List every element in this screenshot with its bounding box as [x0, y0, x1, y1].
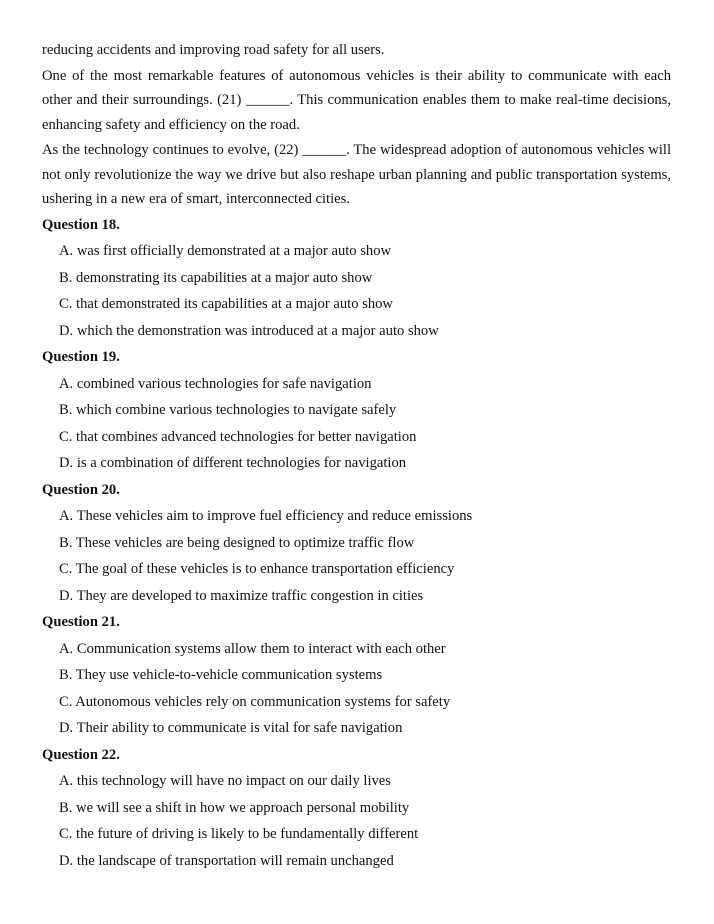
passage-paragraph-3: As the technology continues to evolve, (22) ______. The widespread adoption of autonomous vehicles will not only revolutionize the way we drive but also reshape urban planning and public transportation systems, ushering in a new era of smart, interconnected cities.: [42, 142, 671, 207]
document-page: [42, 38, 671, 876]
question-title: Question 19.: [42, 349, 120, 365]
option-a: A. was first officially demonstrated at a major auto show: [59, 243, 392, 259]
question-22: [42, 744, 671, 872]
option-a: A. combined various technologies for safe navigation: [59, 375, 372, 392]
option-b: B. They use vehicle-to-vehicle communication systems: [59, 667, 383, 683]
option-a: A. this technology will have no impact on our daily lives: [59, 773, 391, 789]
option-b: B. These vehicles are being designed to optimize traffic flow: [59, 534, 415, 551]
question-title: Question 18.: [42, 216, 120, 233]
option-d: D. They are developed to maximize traffic congestion in cities: [59, 587, 424, 604]
option-a: A. Communication systems allow them to interact with each other: [59, 640, 446, 657]
option-b: B. demonstrating its capabilities at a major auto show: [59, 269, 373, 286]
option-b: B. which combine various technologies to navigate safely: [59, 402, 397, 418]
question-title: Question 22.: [42, 746, 120, 763]
option-c: C. the future of driving is likely to be fundamentally different: [59, 826, 419, 842]
question-18: [42, 214, 671, 342]
passage-paragraph-1: reducing accidents and improving road safety for all users.: [42, 42, 385, 58]
option-c: C. Autonomous vehicles rely on communication systems for safety: [59, 693, 451, 710]
question-20: [42, 479, 671, 607]
option-a: A. These vehicles aim to improve fuel efficiency and reduce emissions: [59, 508, 473, 524]
option-b: B. we will see a shift in how we approach personal mobility: [59, 799, 410, 816]
option-d: D. is a combination of different technologies for navigation: [59, 455, 407, 471]
option-d: D. Their ability to communicate is vital for safe navigation: [59, 720, 403, 736]
question-title: Question 20.: [42, 481, 120, 498]
option-c: C. that combines advanced technologies for better navigation: [59, 428, 417, 445]
question-19: [42, 346, 671, 474]
question-title: Question 21.: [42, 614, 120, 630]
passage-paragraph-2: One of the most remarkable features of autonomous vehicles is their ability to communicate with each other and their surroundings. (21) ______. This communication enables them to make real-time decisions, enhancing safety and efficiency on the road.: [42, 67, 671, 133]
option-c: C. that demonstrated its capabilities at a major auto show: [59, 296, 393, 312]
question-21: [42, 611, 671, 739]
option-d: D. the landscape of transportation will remain unchanged: [59, 852, 394, 869]
option-d: D. which the demonstration was introduced at a major auto show: [59, 322, 439, 339]
option-c: C. The goal of these vehicles is to enhance transportation efficiency: [59, 561, 455, 577]
